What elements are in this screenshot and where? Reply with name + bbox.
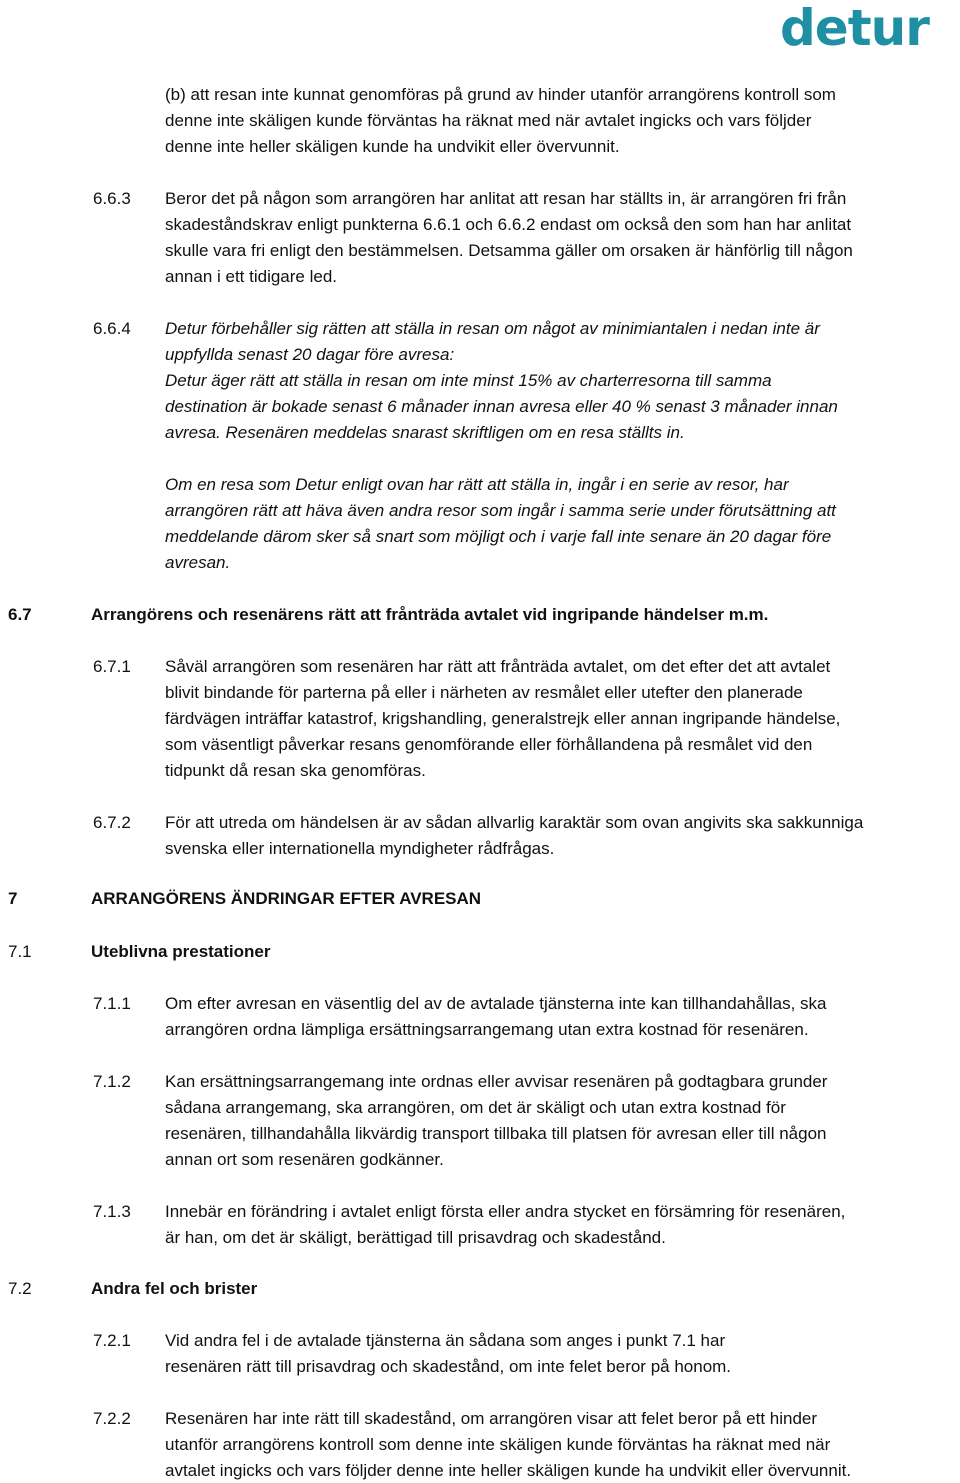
section-number: 7 — [8, 889, 18, 908]
section-number: 7.1 — [8, 942, 32, 961]
paragraph-line: färdvägen inträffar katastrof, krigshandling, generalstrejk eller annan ingripande händelse, — [165, 709, 841, 728]
paragraph-line: destination är bokade senast 6 månader innan avresa eller 40 % senast 3 månader innan — [165, 397, 838, 416]
section-heading: Arrangörens och resenärens rätt att frånträda avtalet vid ingripande händelser m.m. — [91, 605, 769, 624]
paragraph-line: uppfyllda senast 20 dagar före avresa: — [165, 345, 455, 364]
section-number: 6.6.4 — [93, 319, 131, 338]
section-number: 7.2 — [8, 1279, 32, 1298]
section-number: 6.7 — [8, 605, 32, 624]
section-heading: Uteblivna prestationer — [91, 942, 271, 961]
section-number: 7.2.2 — [93, 1409, 131, 1428]
paragraph-line: denne inte heller skäligen kunde ha undvikit eller övervunnit. — [165, 137, 620, 156]
detur-logo: detur — [780, 0, 929, 57]
paragraph-line: (b) att resan inte kunnat genomföras på grund av hinder utanför arrangörens kontroll som — [165, 85, 836, 104]
paragraph-line: resenären rätt till prisavdrag och skadestånd, om inte felet beror på honom. — [165, 1357, 732, 1376]
paragraph-line: Innebär en förändring i avtalet enligt första eller andra stycket en försämring för resenären, — [165, 1202, 846, 1221]
paragraph-line: För att utreda om händelsen är av sådan allvarlig karaktär som ovan angivits ska sakkunniga — [165, 813, 864, 832]
section-number: 7.1.1 — [93, 994, 131, 1013]
paragraph-line: Om en resa som Detur enligt ovan har rätt att ställa in, ingår i en serie av resor, har — [165, 475, 789, 494]
section-heading: Andra fel och brister — [91, 1279, 258, 1298]
section-number: 6.7.1 — [93, 657, 131, 676]
paragraph-line: som väsentligt påverkar resans genomförande eller förhållandena på resmålet vid den — [165, 735, 813, 754]
paragraph-line: avresan. — [165, 553, 231, 572]
paragraph-line: Vid andra fel i de avtalade tjänsterna än sådana som anges i punkt 7.1 har — [165, 1331, 726, 1350]
paragraph-line: tidpunkt då resan ska genomföras. — [165, 761, 426, 780]
paragraph-line: annan i ett tidigare led. — [165, 267, 338, 286]
section-number: 7.1.3 — [93, 1202, 131, 1221]
section-number: 7.2.1 — [93, 1331, 131, 1350]
section-number: 7.1.2 — [93, 1072, 131, 1091]
paragraph-line: Beror det på någon som arrangören har anlitat att resan har ställts in, är arrangören fri från — [165, 189, 847, 208]
paragraph-line: svenska eller internationella myndigheter rådfrågas. — [165, 839, 555, 858]
section-heading: ARRANGÖRENS ÄNDRINGAR EFTER AVRESAN — [91, 889, 482, 908]
paragraph-line: sådana arrangemang, ska arrangören, om det är skäligt och utan extra kostnad för — [165, 1098, 786, 1117]
paragraph-line: avtalet ingicks och vars följder denne inte heller skäligen kunde ha undvikit eller övervunnit. — [165, 1461, 852, 1480]
section-number: 6.7.2 — [93, 813, 131, 832]
paragraph-line: resenären, tillhandahålla likvärdig transport tillbaka till platsen för avresan eller till någon — [165, 1124, 827, 1143]
paragraph-line: Såväl arrangören som resenären har rätt att frånträda avtalet, om det efter det att avtalet — [165, 657, 831, 676]
paragraph-line: skulle vara fri enligt den bestämmelsen. Detsamma gäller om orsaken är hänförlig till någon — [165, 241, 853, 260]
paragraph-line: Resenären har inte rätt till skadestånd, om arrangören visar att felet beror på ett hinder — [165, 1409, 818, 1428]
paragraph-line: Om efter avresan en väsentlig del av de avtalade tjänsterna inte kan tillhandahållas, ska — [165, 994, 827, 1013]
paragraph-line: arrangören ordna lämpliga ersättningsarrangemang utan extra kostnad för resenären. — [165, 1020, 809, 1039]
paragraph-line: blivit bindande för parterna på eller i närheten av resmålet eller utefter den planerade — [165, 683, 803, 702]
paragraph-line: skadeståndskrav enligt punkterna 6.6.1 och 6.6.2 endast om också den som han har anlitat — [165, 215, 852, 234]
paragraph-line: Detur förbehåller sig rätten att ställa in resan om något av minimiantalen i nedan inte är — [165, 319, 820, 338]
paragraph-line: meddelande därom sker så snart som möjligt och i varje fall inte senare än 20 dagar före — [165, 527, 832, 546]
section-number: 6.6.3 — [93, 189, 131, 208]
paragraph-line: Kan ersättningsarrangemang inte ordnas eller avvisar resenären på godtagbara grunder — [165, 1072, 828, 1091]
paragraph-line: Detur äger rätt att ställa in resan om inte minst 15% av charterresorna till samma — [165, 371, 772, 390]
paragraph-line: annan ort som resenären godkänner. — [165, 1150, 444, 1169]
paragraph-line: utanför arrangörens kontroll som denne inte skäligen kunde förväntas ha räknat med när — [165, 1435, 831, 1454]
paragraph-line: avresa. Resenären meddelas snarast skriftligen om en resa ställts in. — [165, 423, 685, 442]
paragraph-line: arrangören rätt att häva även andra resor som ingår i samma serie under förutsättning att — [165, 501, 836, 520]
paragraph-line: denne inte skäligen kunde förväntas ha räknat med när avtalet ingicks och vars följder — [165, 111, 812, 130]
paragraph-line: är han, om det är skäligt, berättigad till prisavdrag och skadestånd. — [165, 1228, 666, 1247]
